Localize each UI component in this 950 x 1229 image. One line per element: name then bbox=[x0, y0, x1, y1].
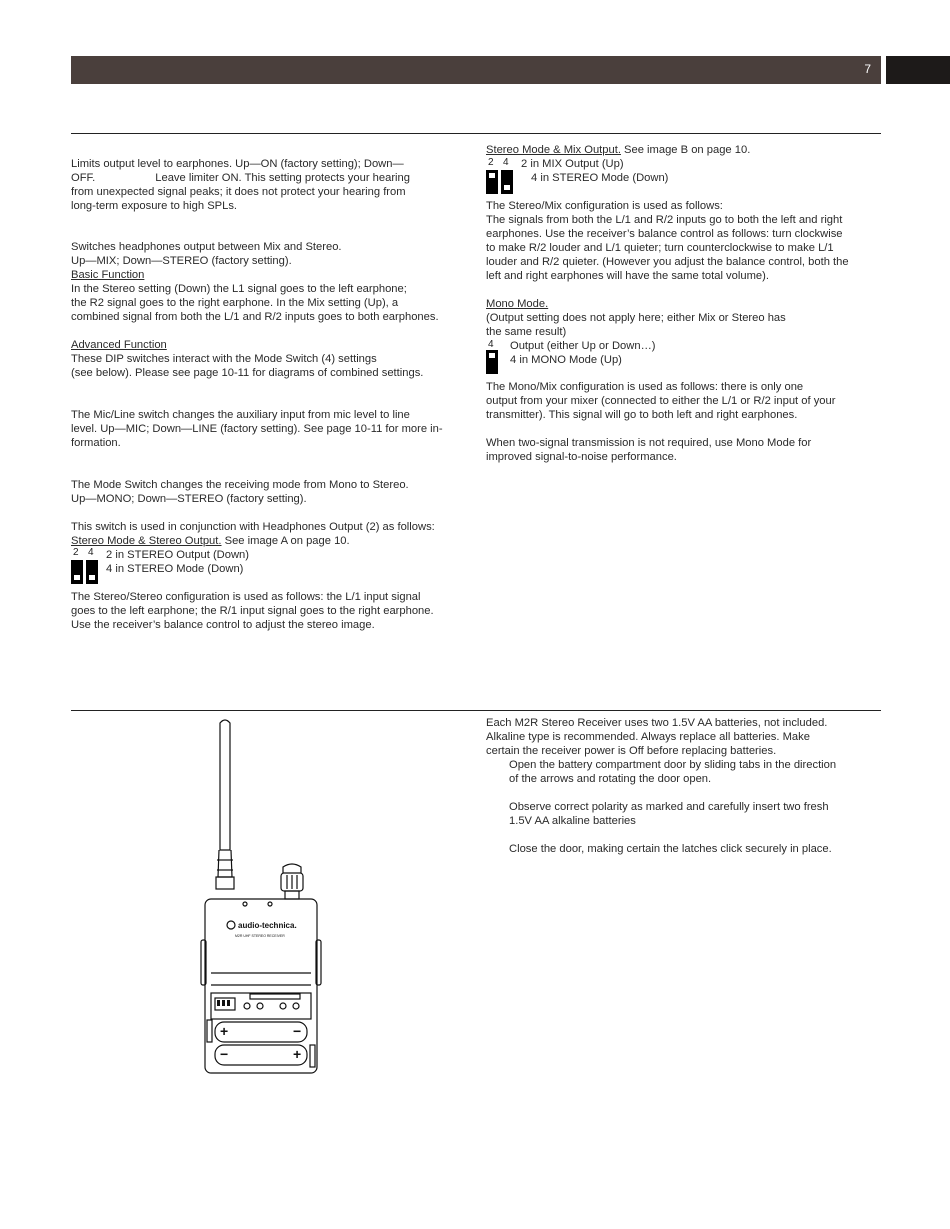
battery-step-1: Open the battery compartment door by sliding tabs in the direction bbox=[509, 759, 837, 771]
brand-name: audio-technica. bbox=[238, 921, 297, 930]
mode-line: The Mode Switch changes the receiving mode from Mono to Stereo. bbox=[71, 479, 409, 491]
setting-line: 4 in STEREO Mode (Down) bbox=[106, 563, 244, 575]
battery-step-1: of the arrows and rotating the door open. bbox=[509, 773, 712, 785]
mono-settings bbox=[510, 339, 656, 367]
dip-switch-4-down bbox=[86, 560, 98, 584]
battery-line: certain the receiver power is Off before replacing batteries. bbox=[486, 745, 777, 757]
model-name: M2R UHF STEREO RECEIVER bbox=[235, 934, 285, 938]
limiter-warning: Leave limiter ON. This setting protects your hearing bbox=[155, 172, 410, 184]
battery-line: Alkaline type is recommended. Always replace all batteries. Make bbox=[486, 731, 810, 743]
setting-line: 2 in STEREO Output (Down) bbox=[106, 549, 250, 561]
limiter-line: Limits output level to earphones. Up—ON (factory setting); Down— bbox=[71, 158, 404, 170]
limiter-line bbox=[71, 171, 471, 185]
plus-sign: + bbox=[220, 1023, 229, 1039]
battery-line: Each M2R Stereo Receiver uses two 1.5V AA batteries, not included. bbox=[486, 717, 828, 729]
description-line: to make R/2 louder and L/1 quieter; turn counterclockwise to make L/1 bbox=[486, 242, 834, 254]
stereo-stereo-ref: See image A on page 10. bbox=[221, 535, 350, 547]
micline-line: formation. bbox=[71, 437, 121, 449]
dip-switch-2-up bbox=[486, 170, 498, 194]
setting-line: 2 in MIX Output (Up) bbox=[521, 158, 624, 170]
mono-section bbox=[486, 297, 886, 339]
description-line: earphones. Use the receiver’s balance control as follows: turn clockwise bbox=[486, 228, 843, 240]
description-line: transmitter). This signal will go to both left and right earphones. bbox=[486, 409, 798, 421]
dip-switch-4-up bbox=[486, 350, 498, 374]
description-line: improved signal-to-noise performance. bbox=[486, 451, 677, 463]
minus-sign: − bbox=[220, 1046, 229, 1062]
micline-line: level. Up—MIC; Down—LINE (factory setting). See page 10-11 for more in- bbox=[71, 423, 443, 435]
description-line: left and right earphones will have the same total volume). bbox=[486, 270, 769, 282]
minus-sign: − bbox=[293, 1023, 302, 1039]
battery-section bbox=[486, 716, 886, 856]
description-line: The Stereo/Stereo configuration is used as follows: the L/1 input signal bbox=[71, 591, 421, 603]
headphones-section bbox=[71, 240, 471, 380]
dip-number-4: 4 bbox=[88, 547, 94, 558]
mode-section bbox=[71, 478, 471, 548]
description-line: The Stereo/Mix configuration is used as follows: bbox=[486, 200, 723, 212]
description-line: louder and R/2 quieter. (However you adjust the balance control, both the bbox=[486, 256, 849, 268]
stereo-stereo-description bbox=[71, 590, 471, 632]
basic-line: the R2 signal goes to the right earphone. In the Mix setting (Up), a bbox=[71, 297, 399, 309]
mode-line: This switch is used in conjunction with Headphones Output (2) as follows: bbox=[71, 521, 435, 533]
dip-number-4: 4 bbox=[503, 157, 509, 168]
mix-heading-line bbox=[486, 143, 750, 157]
mono-note: (Output setting does not apply here; either Mix or Stereo has bbox=[486, 312, 786, 324]
setting-line: 4 in STEREO Mode (Down) bbox=[531, 172, 669, 184]
stereo-stereo-heading: Stereo Mode & Stereo Output. bbox=[71, 535, 222, 547]
battery-step-2: 1.5V AA alkaline batteries bbox=[509, 815, 636, 827]
stereo-mix-settings bbox=[521, 157, 668, 185]
dip-switch-4-down bbox=[501, 170, 513, 194]
basic-line: In the Stereo setting (Down) the L1 signal goes to the left earphone; bbox=[71, 283, 407, 295]
advanced-line: These DIP switches interact with the Mode Switch (4) settings bbox=[71, 353, 377, 365]
plus-sign: + bbox=[293, 1046, 302, 1062]
mono-description bbox=[486, 380, 886, 464]
antenna bbox=[220, 720, 230, 850]
description-line: Use the receiver’s balance control to adjust the stereo image. bbox=[71, 619, 375, 631]
mic-line-section bbox=[71, 408, 471, 450]
limiter-off: OFF. bbox=[71, 172, 96, 184]
basic-line: combined signal from both the L/1 and R/2 inputs goes to both earphones. bbox=[71, 311, 439, 323]
headphones-line: Switches headphones output between Mix and Stereo. bbox=[71, 241, 342, 253]
setting-line: Output (either Up or Down…) bbox=[510, 340, 656, 352]
description-line: The signals from both the L/1 and R/2 inputs go to both the left and right bbox=[486, 214, 843, 226]
dip-number-2: 2 bbox=[488, 157, 494, 168]
stereo-stereo-heading-line bbox=[71, 534, 471, 548]
advanced-line: (see below). Please see page 10-11 for diagrams of combined settings. bbox=[71, 367, 424, 379]
mono-mode-heading: Mono Mode. bbox=[486, 298, 549, 310]
section-tab bbox=[886, 56, 950, 84]
mono-note: the same result) bbox=[486, 326, 567, 338]
description-line: goes to the left earphone; the R/1 input signal goes to the right earphone. bbox=[71, 605, 434, 617]
advanced-function-heading: Advanced Function bbox=[71, 339, 167, 351]
setting-line: 4 in MONO Mode (Up) bbox=[510, 354, 622, 366]
dip-number-4: 4 bbox=[488, 339, 494, 350]
stereo-mix-heading: Stereo Mode & Mix Output. bbox=[486, 144, 621, 156]
divider-top bbox=[71, 133, 881, 134]
brand-logo-icon bbox=[227, 921, 235, 929]
stereo-mix-description bbox=[486, 199, 886, 283]
receiver-illustration bbox=[195, 715, 330, 1080]
limiter-section bbox=[71, 157, 471, 213]
stereo-stereo-settings bbox=[106, 548, 249, 576]
header-bar bbox=[71, 56, 881, 84]
description-line: output from your mixer (connected to either the L/1 or R/2 input of your bbox=[486, 395, 836, 407]
description-line: When two-signal transmission is not required, use Mono Mode for bbox=[486, 437, 812, 449]
basic-function-heading: Basic Function bbox=[71, 269, 145, 281]
mode-line: Up—MONO; Down—STEREO (factory setting). bbox=[71, 493, 307, 505]
headphones-line: Up—MIX; Down—STEREO (factory setting). bbox=[71, 255, 292, 267]
volume-knob bbox=[283, 864, 301, 873]
dip-number-2: 2 bbox=[73, 547, 79, 558]
page-number: 7 bbox=[864, 62, 871, 76]
divider-middle bbox=[71, 710, 881, 711]
battery-step-3: Close the door, making certain the latches click securely in place. bbox=[509, 843, 832, 855]
description-line: The Mono/Mix configuration is used as follows: there is only one bbox=[486, 381, 804, 393]
battery-step-2: Observe correct polarity as marked and carefully insert two fresh bbox=[509, 801, 829, 813]
limiter-line: from unexpected signal peaks; it does not protect your hearing from bbox=[71, 186, 406, 198]
control-panel bbox=[211, 993, 311, 1019]
limiter-line: long-term exposure to high SPLs. bbox=[71, 200, 238, 212]
dip-switch-2-down bbox=[71, 560, 83, 584]
stereo-mix-ref: See image B on page 10. bbox=[620, 144, 751, 156]
micline-line: The Mic/Line switch changes the auxiliary input from mic level to line bbox=[71, 409, 410, 421]
